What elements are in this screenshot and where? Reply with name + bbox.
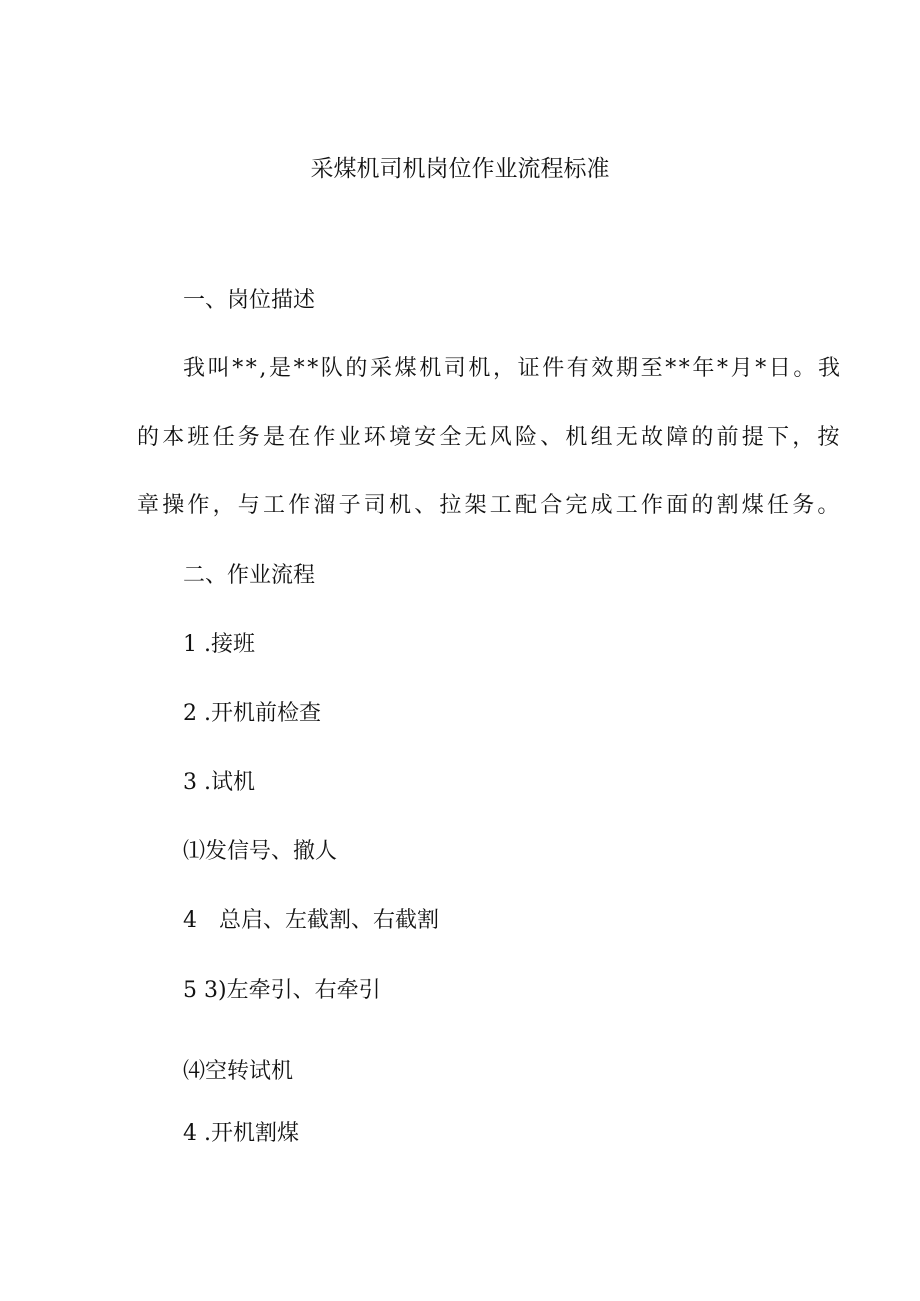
section-heading-description: 一、岗位描述 [183,288,316,313]
paragraph-line-3: 章操作，与工作溜子司机、拉架工配合完成工作面的割煤任务。 [137,493,843,518]
list-item: 3 .试机 [183,770,255,795]
list-item: ⑴发信号、撤人 [183,839,338,864]
list-item: 4 .开机割煤 [183,1121,299,1146]
section-heading-workflow: 二、作业流程 [183,563,316,588]
paragraph-line-1: 我叫**,是**队的采煤机司机，证件有效期至**年*月*日。我 [183,356,843,381]
list-item: 4 总启、左截割、右截割 [183,908,439,933]
list-item: ⑷空转试机 [183,1059,294,1084]
list-item: 2 .开机前检查 [183,701,321,726]
document-title: 采煤机司机岗位作业流程标准 [310,156,610,182]
list-item: 1 .接班 [183,632,255,657]
paragraph-line-2: 的本班任务是在作业环境安全无风险、机组无故障的前提下，按 [137,425,843,450]
list-item: 5 3)左牵引、右牵引 [183,978,381,1003]
